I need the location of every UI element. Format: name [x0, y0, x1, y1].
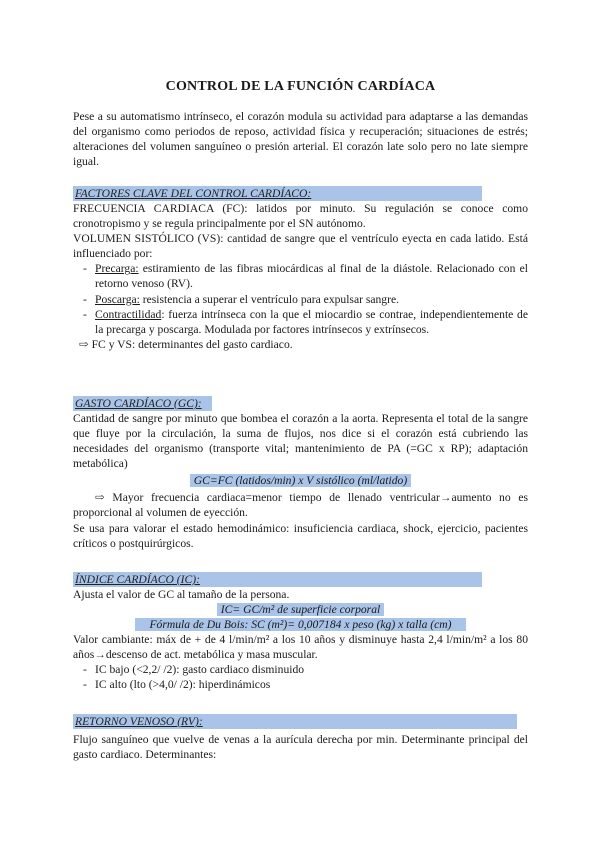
indice-formula2: Fórmula de Du Bois: SC (m²)= 0,007184 x peso (kg) x talla (cm): [135, 618, 465, 631]
list-item: - IC bajo (<2,2/ /2): gasto cardiaco disminuido: [83, 663, 305, 677]
fc-paragraph: FRECUENCIA CARDIACA (FC): latidos por minuto. Su regulación se conoce como cronotropismo y se regula principalmente por el SN autónomo.: [73, 202, 528, 231]
gasto-paragraph: Cantidad de sangre por minuto que bombea el corazón a la aorta. Representa el total de la sangre que fluye por la circulación, la suma de flujos, nos dice si el corazón está cubriendo las necesidades del organismo (transporte vital; mantenimiento de PA (=GC x RP); adaptación metabólica): [73, 412, 528, 471]
vs-paragraph: VOLUMEN SISTÓLICO (VS): cantidad de sangre que el ventrículo eyecta en cada latido. Está influenciado por:: [73, 232, 528, 261]
retorno-paragraph: Flujo sanguíneo que vuelve de venas a la aurícula derecha por min. Determinante principal del gasto cardiaco. Determinantes:: [73, 733, 528, 762]
indice-paragraph: Ajusta el valor de GC al tamaño de la persona.: [73, 588, 290, 601]
page-title: CONTROL DE LA FUNCIÓN CARDÍACA: [165, 79, 436, 94]
vs-list: [73, 261, 528, 336]
indice-list: [73, 662, 528, 692]
indice-valor: Valor cambiante: máx de + de 4 l/min/m² a los 10 años y disminuye hasta 2,4 l/min/m² a los 80 años→descenso de act. metabólica y masa muscular.: [73, 633, 528, 662]
indice-formula1: IC= GC/m² de superficie corporal: [217, 603, 384, 616]
section-retorno: [73, 714, 528, 762]
section-gasto: [73, 396, 528, 551]
gasto-uso: Se usa para valorar el estado hemodinámico: insuficiencia cardiaca, shock, ejercicio, pacientes críticos o postquirúrgicos.: [73, 521, 528, 550]
section-heading-gasto: GASTO CARDÍACO (GC):: [73, 396, 212, 411]
section-heading-factores: FACTORES CLAVE DEL CONTROL CARDÍACO:: [73, 186, 482, 201]
gasto-arrow-note: ⇨ Mayor frecuencia cardiaca=menor tiempo de llenado ventricular→aumento no es proporcional al volumen de eyección.: [73, 491, 528, 520]
list-item: - IC alto (lto (>4,0/ /2): hiperdinámicos: [83, 678, 271, 692]
list-item: - Contractilidad: fuerza intrínseca con la que el miocardio se contrae, independientemente de la precarga y poscarga. Modulada por factores intrínsecos y extrínsecos.: [83, 307, 528, 336]
factores-conclusion: ⇨ FC y VS: determinantes del gasto cardiaco.: [79, 337, 293, 351]
intro-paragraph: Pese a su automatismo intrínseco, el corazón modula su actividad para adaptarse a las demandas del organismo como periodos de reposo, actividad física y recuperación; situaciones de estrés; alteraciones del volumen sanguíneo o presión arterial. El corazón late solo pero no late siempre igual.: [73, 110, 528, 169]
list-item: - Precarga: estiramiento de las fibras miocárdicas al final de la diástole. Relacionado con el retorno venoso (RV).: [83, 262, 528, 291]
gasto-formula: GC=FC (latidos/min) x V sistólico (ml/latido): [190, 474, 411, 487]
gasto-formula-row: [73, 473, 528, 488]
section-factores: [73, 186, 528, 352]
section-indice: [73, 572, 528, 692]
list-item: - Poscarga: resistencia a superar el ventrículo para expulsar sangre.: [83, 292, 400, 306]
section-heading-retorno: RETORNO VENOSO (RV):: [73, 714, 517, 729]
indice-formula1-row: [73, 602, 528, 617]
indice-formula2-row: [73, 617, 528, 632]
section-heading-indice: ÍNDICE CARDÍACO (IC):: [73, 572, 482, 587]
